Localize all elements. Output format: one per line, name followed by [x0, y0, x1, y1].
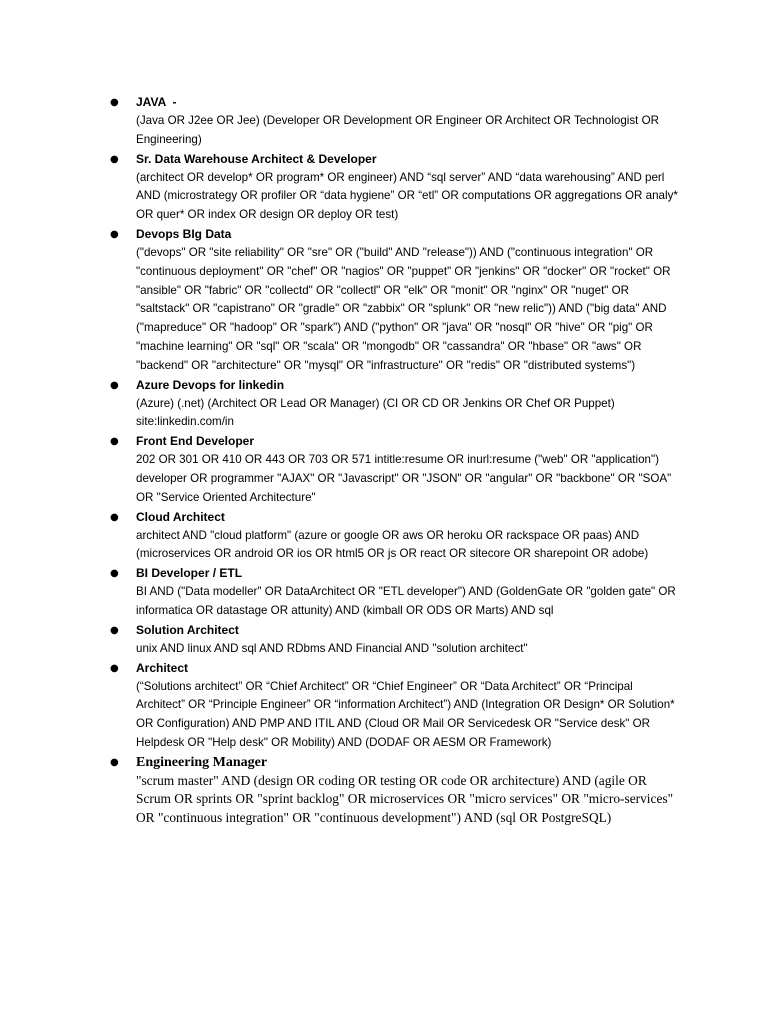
item-body: (architect OR develop* OR program* OR engineer) AND “sql server” AND “data warehousing” AND perl AND (microstrategy OR profiler OR “data hygiene” OR “etl” OR computations OR aggregations OR analy* OR quer* OR index OR design OR deploy OR test)	[136, 170, 678, 222]
item-title: Devops BIg Data	[136, 226, 232, 241]
item-body: unix AND linux AND sql AND RDbms AND Financial AND "solution architect"	[136, 641, 528, 655]
list-item	[108, 621, 683, 659]
list-item	[108, 432, 683, 507]
bullet-icon: ●	[110, 624, 119, 636]
list-item	[108, 225, 683, 376]
item-title: Engineering Manager	[136, 754, 268, 770]
bullet-icon: ●	[110, 568, 119, 580]
item-title: Solution Architect	[136, 622, 239, 637]
item-title: BI Developer / ETL	[136, 566, 243, 581]
item-body: "scrum master" AND (design OR coding OR testing OR code OR architecture) AND (agile OR Scrum OR sprints OR "sprint backlog" OR microservices OR "micro services" OR "micro-services" OR "continuous integration" OR "continuous development") AND (sql OR PostgreSQL)	[136, 772, 674, 825]
item-title: Cloud Architect	[136, 509, 225, 524]
item-body: architect AND "cloud platform" (azure or google OR aws OR heroku OR rackspace OR paas) AND (microservices OR android OR ios OR html5 OR js OR react OR sitecore OR sharepoint OR adobe)	[136, 528, 649, 561]
item-title: Azure Devops for linkedin	[136, 377, 285, 392]
item-body: 202 OR 301 OR 410 OR 443 OR 703 OR 571 intitle:resume OR inurl:resume ("web" OR "application") developer OR programmer "AJAX" OR "Javascript" OR "JSON" OR "angular" OR "backbone" OR "SOA" OR "Service Oriented Architecture"	[136, 453, 672, 504]
list-item	[108, 659, 683, 753]
bullet-icon: ●	[110, 436, 119, 448]
list-item	[108, 508, 683, 565]
list-item	[108, 753, 683, 827]
item-body: BI AND ("Data modeller" OR DataArchitect OR "ETL developer") AND (GoldenGate OR "golden gate" OR informatica OR datastage OR attunity) AND (kimball OR ODS OR Marts) AND sql	[136, 585, 676, 617]
bullet-icon: ●	[110, 228, 119, 240]
item-body: (Java OR J2ee OR Jee) (Developer OR Development OR Engineer OR Architect OR Technologist OR Engineering)	[136, 114, 660, 146]
bullet-icon: ●	[110, 511, 119, 523]
list-item	[108, 376, 683, 433]
list-item	[108, 93, 683, 150]
item-body: (Azure) (.net) (Architect OR Lead OR Manager) (CI OR CD OR Jenkins OR Chef OR Puppet) site:linkedin.com/in	[136, 396, 615, 429]
bullet-icon: ●	[110, 97, 119, 108]
item-title: JAVA -	[136, 95, 177, 109]
bullet-icon: ●	[110, 153, 119, 165]
list-item	[108, 150, 683, 225]
item-body: (“Solutions architect” OR “Chief Architect” OR “Chief Engineer” OR “Data Architect” OR “Principal Architect” OR “Principle Engineer” OR “information Architect”) AND (Integration OR Design* OR Solution* OR Configuration) AND PMP AND ITIL AND (Cloud OR Mail OR Servicedesk OR "Service desk" OR Helpdesk OR "Help desk" OR Mobility) AND (DODAF OR AESM OR Framework)	[136, 679, 675, 749]
item-title: Architect	[136, 660, 189, 675]
bullet-icon: ●	[110, 756, 119, 768]
item-title: Sr. Data Warehouse Architect & Developer	[136, 151, 377, 166]
bullet-icon: ●	[110, 379, 119, 391]
item-title: Front End Developer	[136, 434, 255, 449]
list-item	[108, 564, 683, 621]
bullet-icon: ●	[110, 662, 119, 674]
item-body: ("devops" OR "site reliability" OR "sre" OR ("build" AND "release")) AND ("continuous integration" OR "continuous deployment" OR "chef" OR "nagios" OR "puppet" OR "jenkins" OR "docker" OR "rocket" OR "ansible" OR "fabric" OR "collectd" OR "collectl" OR "elk" OR "monit" OR "nginx" OR "nuget" OR "saltstack" OR "capistrano" OR "gradle" OR "zabbix" OR "splunk" OR "new relic")) AND ("big data" AND ("mapreduce" OR "hadoop" OR "spark") AND ("python" OR "java" OR "nosql" OR "hive" OR "pig" OR "machine learning" OR "sql" OR "scala" OR "mongodb" OR "cassandra" OR "hbase" OR "aws" OR "backend" OR "architecture" OR "mysql" OR "infrastructure" OR "redis" OR "distributed systems")	[136, 245, 671, 372]
search-string-list	[108, 93, 683, 827]
